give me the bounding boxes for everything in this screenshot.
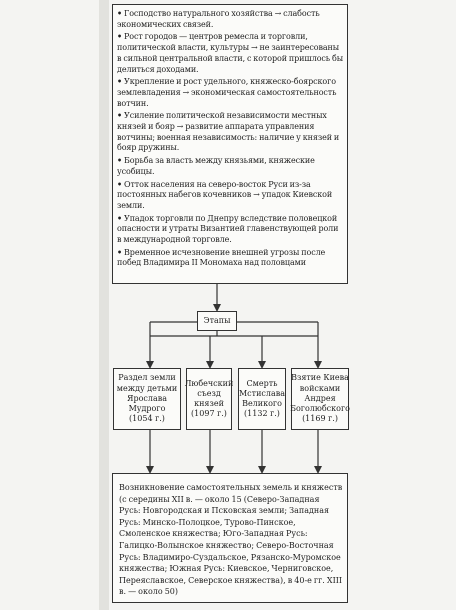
causes-box <box>112 4 348 284</box>
cause-item: • Упадок торговли по Днепру вследствие половецкой опасности и утраты Византией главенствующей роли в международной торговле. <box>117 212 339 245</box>
cause-item: • Укрепление и рост удельного, княжеско-боярского землевладения → экономическая самостоятельность вотчин. <box>117 76 337 108</box>
bullet-icon: • <box>117 31 123 42</box>
bullet-icon: • <box>117 178 123 189</box>
result-text: Возникновение самостоятельных земель и княжеств (с середины XII в. — около 15 (Северо-Западная Русь: Новгородская и Псковская земли; Западная Русь: Минско-Полоцкое, Турово-Пинское, Смоленское княжества; Юго-Западная Русь: Галицко-Волынское княжество; Северо-Восточная Русь: Владимиро-Суздальское, Рязанско-Муромское княжества; Южная Русь: Киевское, Черниговское, Переяславское, Северское княжества), в 40-е гг. XIII в. — около 50) <box>119 483 343 597</box>
cause-item: • Временное исчезновение внешней угрозы после побед Владимира II Мономаха над половцами <box>117 246 326 268</box>
stage-text: Смерть Мстислава Великого (1132 г.) <box>238 378 286 419</box>
stages-label: Этапы <box>203 316 231 325</box>
bullet-icon: • <box>117 110 123 121</box>
stage-box-1 <box>113 368 181 430</box>
bullet-icon: • <box>117 76 123 87</box>
bullet-icon: • <box>117 212 123 223</box>
stage-text: Взятие Киева войсками Андрея Боголюбского (1169 г.) <box>290 373 350 424</box>
bullet-icon: • <box>117 155 123 166</box>
stage-text: Раздел земли между детьми Ярослава Мудрого (1054 г.) <box>116 373 178 424</box>
bullet-icon: • <box>117 8 123 18</box>
cause-item: • Господство натурального хозяйства → слабость экономических связей. <box>117 8 320 29</box>
cause-item: • Отток населения на северо-восток Руси из-за постоянных набегов кочевников → упадок Киевской земли. <box>117 178 333 210</box>
stage-box-4 <box>291 368 349 430</box>
cause-item: • Усиление политической независимости местных князей и бояр → развитие аппарата управления вотчины; военная независимость: наличие у князей и бояр дружины. <box>117 110 340 153</box>
bullet-icon: • <box>117 246 123 257</box>
cause-item: • Рост городов — центров ремесла и торговли, политической власти, культуры → не заинтересованы в сильной центральной власти, с которой пришлось бы делиться доходами. <box>117 31 343 74</box>
cause-item: • Борьба за власть между князьями, княжеские усобицы. <box>117 155 315 176</box>
result-box <box>112 473 348 603</box>
stage-box-2 <box>186 368 232 430</box>
stage-text: Любечский съезд князей (1097 г.) <box>184 378 234 419</box>
stages-label-box <box>197 311 237 331</box>
stage-box-3 <box>238 368 286 430</box>
